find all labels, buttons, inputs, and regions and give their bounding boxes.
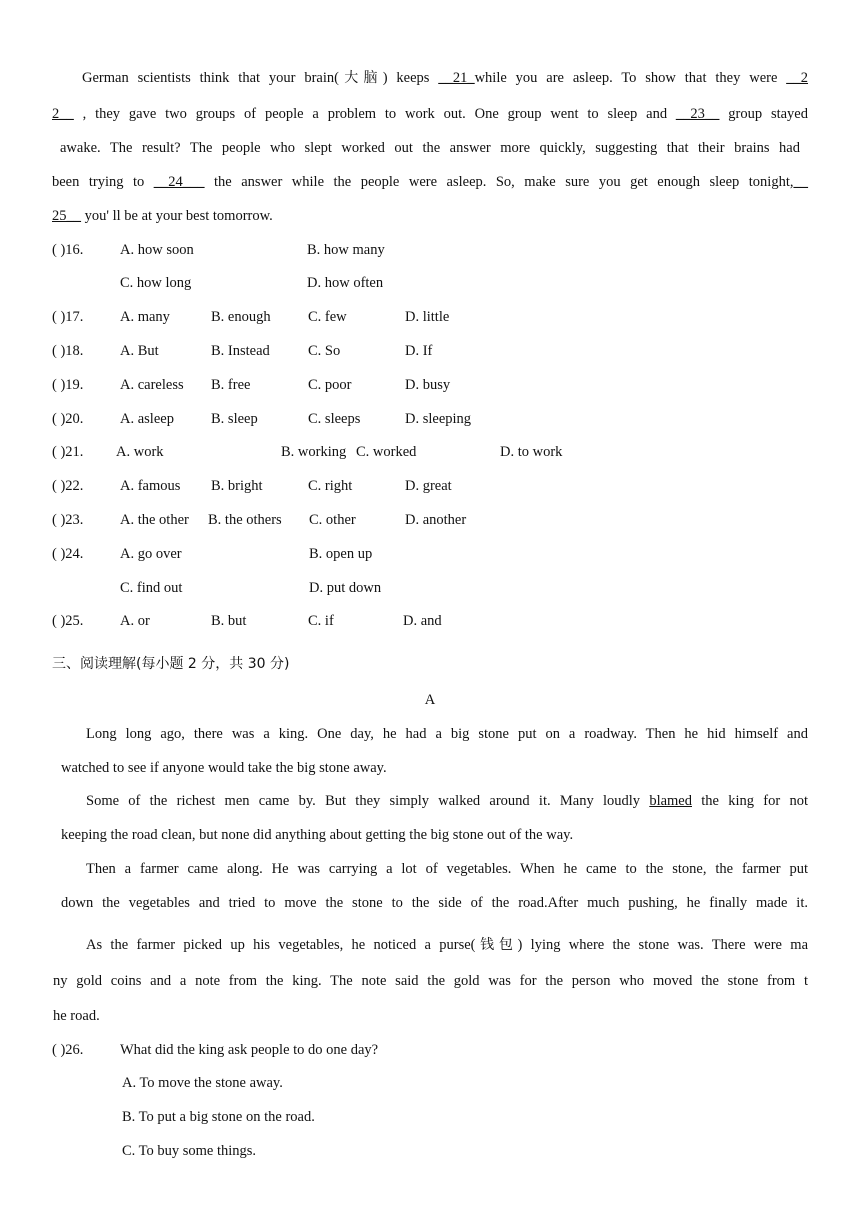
question-16-number: ( )16.: [52, 242, 84, 258]
option: A. famous: [120, 478, 181, 494]
cloze-line-3: [60, 140, 800, 157]
blank-22-part2: 2__: [52, 106, 74, 122]
cloze-text: while you are asleep. To show that they were: [474, 70, 787, 86]
option: C. other: [309, 512, 356, 528]
option: D. If: [405, 343, 433, 359]
cloze-text: group stayed: [719, 106, 808, 122]
option: C. poor: [308, 377, 352, 393]
blank-25-part2: 25__: [52, 208, 81, 224]
option: C. find out: [120, 580, 183, 596]
reading-p3-line1: [86, 861, 808, 878]
option: C. worked: [356, 444, 417, 460]
option: C. right: [308, 478, 353, 494]
section-heading: 三、阅读理解(每小题 2 分，共 30 分): [52, 656, 290, 672]
option: A. asleep: [120, 411, 174, 427]
reading-p1-line2: watched to see if anyone would take the big stone away.: [61, 760, 387, 776]
cloze-text: , they gave two groups of people a problem to work out. One group went to sleep and: [73, 106, 676, 122]
option: B. sleep: [211, 411, 258, 427]
reading-p2-line2: keeping the road clean, but none did anything about getting the big stone out of the way.: [61, 827, 574, 843]
option: D. and: [403, 613, 442, 629]
option: A. or: [120, 613, 150, 629]
blank-21: __21_: [438, 70, 475, 86]
option: A. To move the stone away.: [122, 1075, 283, 1091]
question-26-stem: What did the king ask people to do one day?: [120, 1042, 379, 1058]
reading-text: Then a farmer came along. He was carrying a lot of vegetables. When he came to the stone, the farmer put: [86, 861, 808, 877]
option: B. but: [211, 613, 247, 629]
option: C. sleeps: [308, 411, 361, 427]
reading-text: Long long ago, there was a king. One day, he had a big stone put on a roadway. Then he hid himself and: [86, 726, 808, 742]
option: A. many: [120, 309, 170, 325]
option: B. bright: [211, 478, 263, 494]
option: C. few: [308, 309, 347, 325]
cloze-line-2: [52, 106, 808, 123]
underlined-word-blamed: blamed: [649, 793, 692, 809]
reading-text: ny gold coins and a note from the king. The note said the gold was for the person who moved the stone from t: [53, 973, 808, 989]
option: B. open up: [309, 546, 373, 562]
option: A. how soon: [120, 242, 194, 258]
question-25-number: ( )25.: [52, 613, 84, 629]
question-26-number: ( )26.: [52, 1042, 84, 1058]
blank-25-part1: __: [793, 174, 808, 190]
passage-label: A: [424, 692, 436, 708]
reading-text: Some of the richest men came by. But they simply walked around it. Many loudly: [86, 793, 650, 809]
blank-24: __24___: [153, 174, 205, 190]
question-23-number: ( )23.: [52, 512, 84, 528]
option: A. careless: [120, 377, 184, 393]
option: D. put down: [309, 580, 382, 596]
question-24-number: ( )24.: [52, 546, 84, 562]
option: C. So: [308, 343, 341, 359]
option: B. working: [281, 444, 347, 460]
option: B. the others: [208, 512, 282, 528]
cloze-text: the answer while the people were asleep. So, make sure you get enough sleep tonight,: [204, 174, 794, 190]
option: C. To buy some things.: [122, 1143, 257, 1159]
blank-22-part1: __2: [786, 70, 809, 86]
option: C. how long: [120, 275, 192, 291]
reading-text: down the vegetables and tried to move the stone to the side of the road.After much pushing, he finally made it.: [61, 895, 808, 911]
cloze-line-5: [52, 208, 273, 225]
option: D. great: [405, 478, 452, 494]
option: A. work: [116, 444, 164, 460]
option: D. little: [405, 309, 450, 325]
option: B. how many: [307, 242, 385, 258]
reading-text: the king for not: [692, 793, 808, 809]
option: B. enough: [211, 309, 271, 325]
reading-p3-line2: [61, 895, 808, 912]
question-17-number: ( )17.: [52, 309, 84, 325]
option: D. another: [405, 512, 467, 528]
reading-p2-line1: [86, 793, 808, 810]
option: B. Instead: [211, 343, 270, 359]
question-19-number: ( )19.: [52, 377, 84, 393]
option: B. free: [211, 377, 251, 393]
cloze-line-4: [52, 174, 808, 191]
blank-23: __23__: [675, 106, 720, 122]
option: A. But: [120, 343, 159, 359]
reading-p4-line1: [86, 934, 808, 954]
cloze-text: awake. The result? The people who slept worked out the answer more quickly, suggesting that their brains had: [60, 140, 800, 156]
option: D. how often: [307, 275, 384, 291]
question-22-number: ( )22.: [52, 478, 84, 494]
reading-text: As the farmer picked up his vegetables, he noticed a purse(: [86, 937, 476, 953]
option: D. sleeping: [405, 411, 472, 427]
cloze-line-1: [82, 67, 808, 87]
reading-cjk: 钱包: [475, 937, 518, 953]
reading-p1-line1: [86, 726, 808, 743]
option: D. busy: [405, 377, 451, 393]
option: D. to work: [500, 444, 563, 460]
question-18-number: ( )18.: [52, 343, 84, 359]
cloze-text: been trying to: [52, 174, 154, 190]
option: C. if: [308, 613, 334, 629]
reading-p4-line2: [53, 973, 808, 990]
cloze-text: you' ll be at your best tomorrow.: [81, 208, 273, 224]
reading-text: ) lying where the stone was. There were ma: [517, 937, 809, 953]
option: B. To put a big stone on the road.: [122, 1109, 315, 1125]
question-21-number: ( )21.: [52, 444, 84, 460]
cloze-cjk: 大脑: [338, 70, 383, 86]
question-20-number: ( )20.: [52, 411, 84, 427]
cloze-text: ) keeps: [382, 70, 439, 86]
reading-p4-line3: he road.: [53, 1008, 100, 1024]
option: A. go over: [120, 546, 182, 562]
cloze-text: German scientists think that your brain(: [82, 70, 339, 86]
option: A. the other: [120, 512, 189, 528]
